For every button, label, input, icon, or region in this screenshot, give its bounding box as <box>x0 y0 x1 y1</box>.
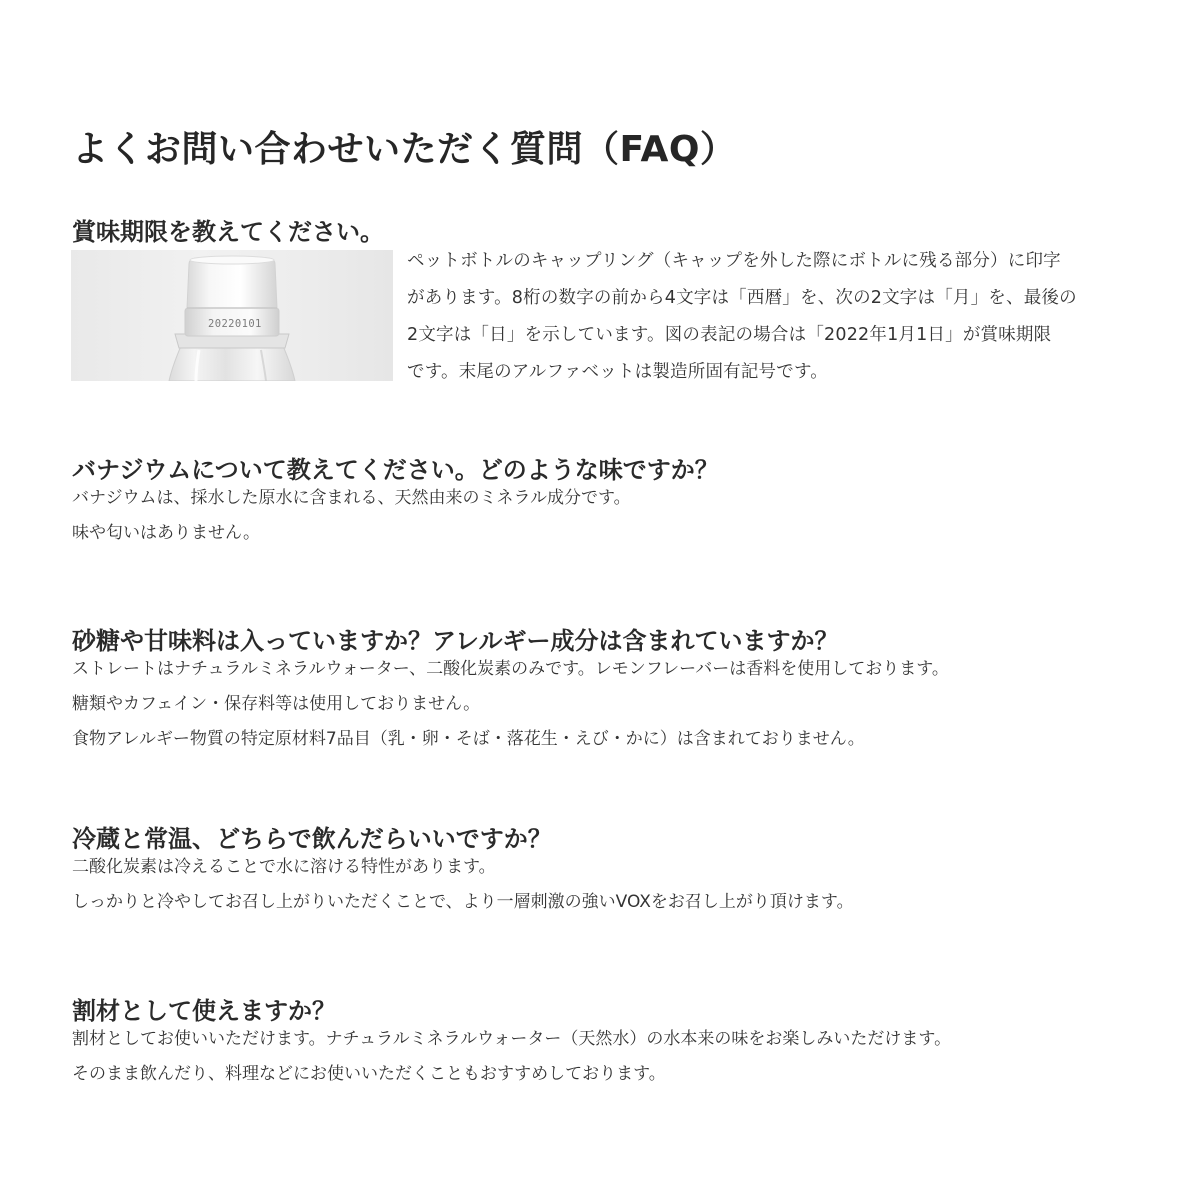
answer-line: 食物アレルギー物質の特定原材料7品目（乳・卵・そば・落花生・えび・かに）は含まれておりません。 <box>72 729 865 749</box>
answer-line: 味や匂いはありません。 <box>72 523 261 543</box>
answer-line: そのまま飲んだり、料理などにお使いいただくこともおすすめしております。 <box>72 1064 666 1084</box>
answer-line: ペットボトルのキャップリング（キャップを外した際にボトルに残る部分）に印字 <box>407 251 1061 271</box>
page-title: よくお問い合わせいただく質問（FAQ） <box>72 129 737 171</box>
faq-answer-vanadium <box>72 481 631 551</box>
faq-answer-temperature <box>72 850 854 920</box>
answer-line: ストレートはナチュラルミネラルウォーター、二酸化炭素のみです。レモンフレーバーは香料を使用しております。 <box>72 659 949 679</box>
cap-ring-print-code: 20220101 <box>208 318 262 330</box>
faq-answer-mixer <box>72 1022 951 1092</box>
faq-answer-ingredients <box>72 652 949 757</box>
faq-answer-expiry <box>407 243 1137 391</box>
faq-question-expiry: 賞味期限を教えてください。 <box>72 217 384 246</box>
answer-line: バナジウムは、採水した原水に含まれる、天然由来のミネラル成分です。 <box>72 488 631 508</box>
faq-question-mixer: 割材として使えますか？ <box>72 996 336 1025</box>
answer-line: 二酸化炭素は冷えることで水に溶ける特性があります。 <box>72 857 496 877</box>
faq-question-vanadium: バナジウムについて教えてください。どのような味ですか？ <box>72 455 719 484</box>
faq-question-ingredients: 砂糖や甘味料は入っていますか？アレルギー成分は含まれていますか？ <box>72 626 839 655</box>
answer-line: 2文字は「日」を示しています。図の表記の場合は「2022年1月1日」が賞味期限 <box>407 325 1052 345</box>
answer-line: があります。8桁の数字の前から4文字は「西暦」を、次の2文字は「月」を、最後の <box>407 288 1077 308</box>
answer-line: 割材としてお使いいただけます。ナチュラルミネラルウォーター（天然水）の水本来の味をお楽しみいただけます。 <box>72 1029 952 1049</box>
faq-question-temperature: 冷蔵と常温、どちらで飲んだらいいですか？ <box>72 824 552 853</box>
bottle-cap-photo <box>71 250 393 381</box>
answer-line: です。末尾のアルファベットは製造所固有記号です。 <box>407 362 828 382</box>
answer-line: 糖類やカフェイン・保存料等は使用しておりません。 <box>72 694 481 714</box>
answer-line: しっかりと冷やしてお召し上がりいただくことで、より一層刺激の強いVOXをお召し上がり頂けます。 <box>72 892 854 912</box>
